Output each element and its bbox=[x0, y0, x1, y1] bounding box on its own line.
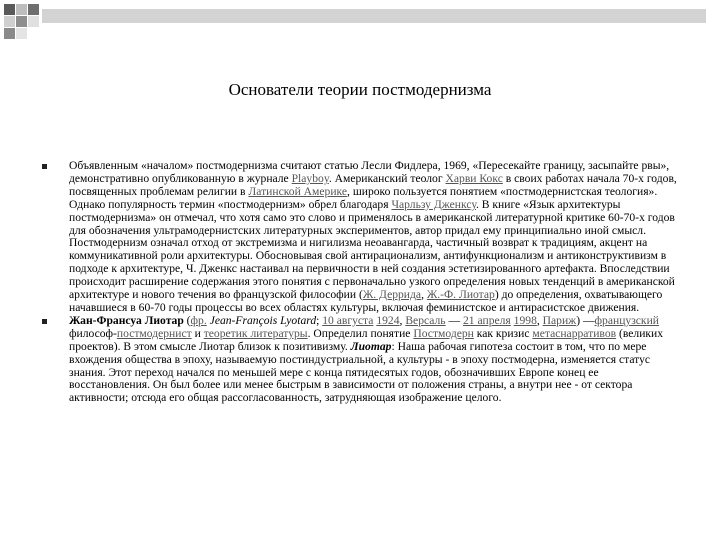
bullet-item-lyotard bbox=[42, 315, 682, 405]
text: и bbox=[191, 326, 204, 340]
text: ) — bbox=[576, 313, 595, 327]
bullet-item-fiedler bbox=[42, 160, 682, 315]
text: , bbox=[536, 313, 543, 327]
original-name: Jean-François Lyotard bbox=[209, 313, 317, 327]
link-birth-date[interactable]: 10 августа bbox=[322, 313, 374, 327]
link-versailles[interactable]: Версаль bbox=[405, 313, 446, 327]
lyotard-quote-label: Лиотар bbox=[350, 339, 392, 353]
text: : Наша рабочая гипотеза состоит в том, что по мере вхождения общества в эпоху, называемую постиндустриальной, а культуры - в эпоху постмодерна, изменяется статус знания. Этот переход начался по меньшей мере с конца пятидесятых годов, обозначивших Европе конец ее восстановления. Он был более или менее быстрым в зависимости от положения страны, а внутри нее - от сектора активности; отсюда его общая рассогласованность, затрудняющая изображение целого. bbox=[69, 339, 651, 405]
link-postmodern[interactable]: Постмодерн bbox=[413, 326, 474, 340]
text: — bbox=[445, 313, 463, 327]
text: , широко пользуется понятием «постмодернистская теология». Однако популярность термин «постмодернизм» обрел благодаря bbox=[69, 184, 658, 211]
text: философ- bbox=[69, 326, 117, 340]
bullet-square-icon bbox=[42, 164, 47, 169]
text: ; bbox=[316, 313, 323, 327]
link-postmodernist[interactable]: постмодернист bbox=[116, 326, 192, 340]
link-derrida[interactable]: Ж. Деррида bbox=[362, 288, 422, 302]
link-lyotard[interactable]: Ж.-Ф. Лиотар bbox=[426, 288, 495, 302]
text: , bbox=[399, 313, 406, 327]
link-metanarratives[interactable]: метаснарративов bbox=[532, 326, 617, 340]
text: ( bbox=[183, 313, 191, 327]
link-death-year[interactable]: 1998 bbox=[513, 313, 537, 327]
lyotard-name: Жан-Франсуа Лиотар bbox=[69, 313, 184, 327]
text: (великих проектов). В этом смысле Лиотар близок к позитивизму. bbox=[69, 326, 664, 353]
link-paris[interactable]: Париж bbox=[542, 313, 577, 327]
slide-title: Основатели теории постмодернизма bbox=[228, 80, 492, 99]
text: , bbox=[421, 288, 427, 302]
text: в своих работах начала 70-х годов, посвященных проблемам религии в bbox=[69, 171, 677, 198]
link-harvey-cox[interactable]: Харви Кокс bbox=[445, 171, 503, 185]
link-literary-theorist[interactable]: теоретик литературы bbox=[203, 326, 308, 340]
slide-body bbox=[42, 160, 682, 405]
text: как кризис bbox=[473, 326, 533, 340]
text: . В книге «Язык архитектуры постмодернизма» он отмечал, что хотя само это слово и применялось в американской литературной критике 60-70-х годов для обозначения ультрамодернистских литературных экспериментов, автор придал ему принципиально иной смысл. Постмодернизм означал отход от экстремизма и нигилизма неоавангарда, частичный возврат к традициям, акцент на коммуникативной роли архитектуры. Обосновывая свой антирационализм, антифункционализм и антиконструктивизм в подходе к архитектуре, Ч. Дженкс настаивал на первичности в ней создания эстетизированного артефакта. Впоследствии происходит расширение содержания этого понятия с первоначально узкого определения новых тенденций в американской архитектуре и нового течения во французской философии ( bbox=[69, 197, 675, 302]
link-french-abbr[interactable]: фр. bbox=[190, 313, 207, 327]
link-death-date[interactable]: 21 апреля bbox=[463, 313, 511, 327]
link-birth-year[interactable]: 1924 bbox=[376, 313, 400, 327]
link-playboy[interactable]: Playboy bbox=[291, 171, 329, 185]
text: . Американский теолог bbox=[328, 171, 446, 185]
text: . Определил понятие bbox=[307, 326, 414, 340]
link-latin-america[interactable]: Латинской Америке bbox=[248, 184, 348, 198]
bullet-square-icon bbox=[42, 319, 47, 324]
text: Объявленным «началом» постмодернизма считают статью Лесли Фидлера, 1969, «Пересекайте границу, засыпайте рвы», демонстративно опубликованную в журнале bbox=[69, 159, 670, 185]
link-french[interactable]: французский bbox=[594, 313, 659, 327]
text: ) до определения, охватывающего начавшиеся в 60-70 годы процессы во всех областях культуры, включая феминистское и антирасистское движения. bbox=[69, 288, 663, 314]
link-charles-jencks[interactable]: Чарльзу Дженксу bbox=[391, 197, 476, 211]
header-decoration bbox=[0, 0, 720, 40]
